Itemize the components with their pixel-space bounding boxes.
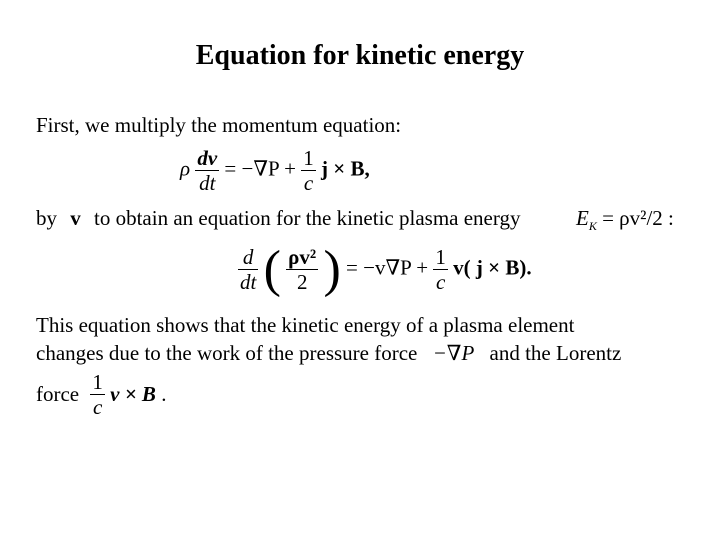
slide-title: Equation for kinetic energy — [195, 40, 525, 71]
fraction-numerator: ρv² — [288, 244, 317, 269]
fraction-numerator: d — [242, 244, 254, 269]
explanation-line-1: This equation shows that the kinetic energy of a plasma element — [36, 313, 575, 337]
fraction-denominator: c — [301, 170, 316, 195]
fraction-denominator: 2 — [286, 269, 318, 294]
obtain-text: to obtain an equation for the kinetic plasma energy — [94, 206, 521, 230]
d-dt-fraction — [238, 245, 258, 294]
ek-symbol: E — [576, 206, 589, 230]
one-over-c-fraction — [301, 146, 316, 195]
lorentz-text: and the Lorentz — [489, 341, 622, 365]
kinetic-energy-definition — [576, 206, 674, 234]
fraction-denominator: dt — [195, 170, 219, 195]
pressure-text: changes due to the work of the pressure force — [36, 341, 418, 365]
fraction-numerator: 1 — [303, 146, 314, 170]
work-term: v( j × B). — [453, 255, 532, 280]
momentum-equation — [180, 146, 370, 195]
force-line — [36, 370, 166, 419]
dv-dt-fraction — [195, 146, 219, 195]
fraction-denominator: dt — [240, 270, 257, 294]
explanation-line-2 — [36, 341, 621, 366]
fraction-numerator: 1 — [92, 370, 103, 394]
ek-subscript: K — [588, 219, 597, 234]
multiply-line — [36, 206, 520, 231]
fraction-denominator: c — [90, 394, 105, 419]
equation-rhs: = −∇P + — [224, 156, 297, 181]
pressure-force-math: −∇P — [432, 341, 475, 365]
ek-rhs: = ρv²/2 : — [602, 206, 674, 230]
fraction-denominator: c — [433, 269, 448, 294]
one-over-c-fraction — [90, 370, 105, 419]
rho-v2-over-2-fraction — [286, 245, 318, 294]
left-paren: ( — [263, 241, 281, 298]
intro-line: First, we multiply the momentum equation: — [36, 113, 402, 137]
right-paren: ) — [323, 241, 341, 298]
by-text: by — [36, 206, 57, 230]
fraction-numerator: 1 — [435, 244, 446, 269]
equation-rhs: = −v∇P + — [346, 255, 429, 280]
lorentz-force-math: v × B — [110, 382, 156, 407]
force-word: force — [36, 382, 80, 407]
kinetic-energy-equation — [238, 240, 532, 299]
one-over-c-fraction — [433, 245, 448, 294]
rho-symbol: ρ — [180, 156, 191, 181]
period: . — [161, 382, 167, 407]
fraction-numerator: dv — [197, 146, 218, 170]
lorentz-term: j × B, — [321, 156, 370, 181]
v-vector: v — [70, 206, 81, 230]
